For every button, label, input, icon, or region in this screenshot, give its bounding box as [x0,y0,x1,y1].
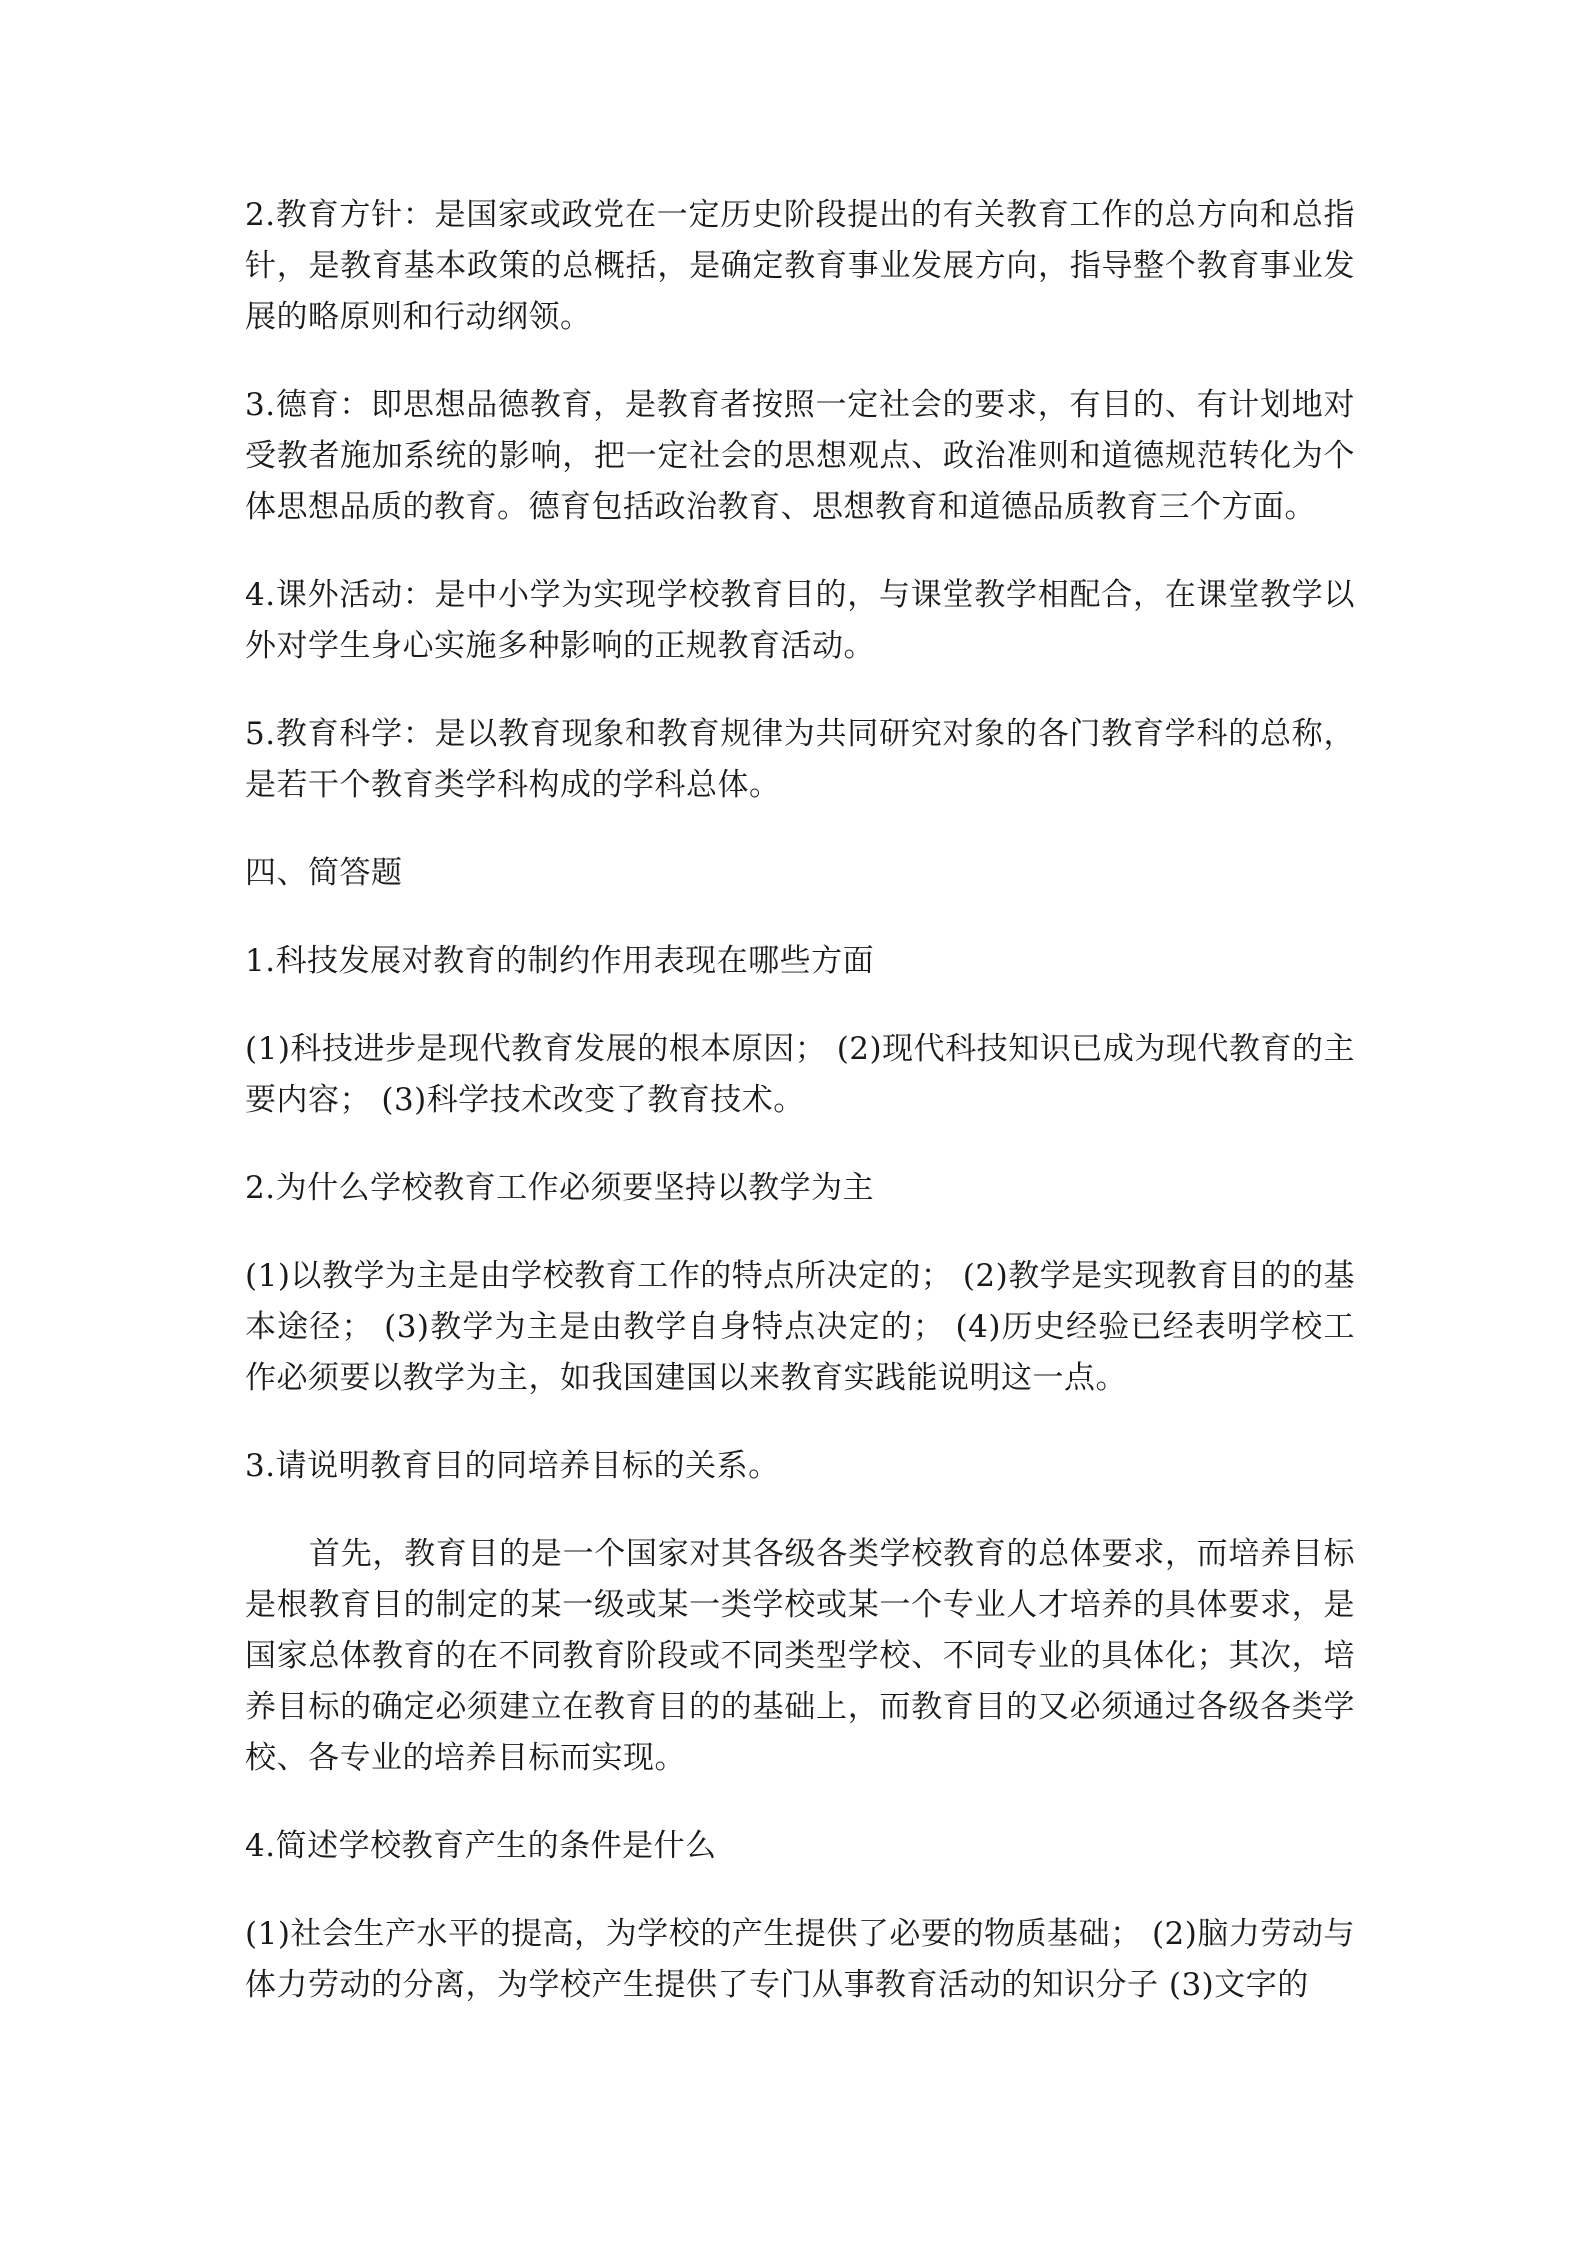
section-heading-short-answer: 四、简答题 [245,855,403,891]
question-2-answer: (1)以教学为主是由学校教育工作的特点所决定的； (2)教学是实现教育目的的基本途径； (3)教学为主是由教学自身特点决定的； (4)历史经验已经表明学校工作必须要以教学为主，如我国建国以来教育实践能说明这一点。 [245,1258,1355,1396]
question-1-answer: (1)科技进步是现代教育发展的根本原因； (2)现代科技知识已成为现代教育的主要内容； (3)科学技术改变了教育技术。 [245,1031,1355,1118]
question-1-title: 1.科技发展对教育的制约作用表现在哪些方面 [245,943,875,979]
question-3-answer: 首先，教育目的是一个国家对其各级各类学校教育的总体要求，而培养目标是根教育目的制定的某一级或某一类学校或某一个专业人才培养的具体要求，是国家总体教育的在不同教育阶段或不同类型学校、不同专业的具体化；其次，培养目标的确定必须建立在教育目的的基础上，而教育目的又必须通过各级各类学校、各专业的培养目标而实现。 [245,1536,1355,1776]
definition-education-science: 5.教育科学：是以教育现象和教育规律为共同研究对象的各门教育学科的总称，是若干个教育类学科构成的学科总体。 [245,716,1355,803]
definition-extracurricular-activities: 4.课外活动：是中小学为实现学校教育目的，与课堂教学相配合，在课堂教学以外对学生身心实施多种影响的正规教育活动。 [245,577,1355,664]
question-3-title: 3.请说明教育目的同培养目标的关系。 [245,1448,780,1484]
question-4-answer: (1)社会生产水平的提高，为学校的产生提供了必要的物质基础； (2)脑力劳动与体力劳动的分离，为学校产生提供了专门从事教育活动的知识分子 (3)文字的 [245,1916,1355,2003]
document-page [245,190,1355,2048]
definition-education-policy: 2.教育方针：是国家或政党在一定历史阶段提出的有关教育工作的总方向和总指针，是教育基本政策的总概括，是确定教育事业发展方向，指导整个教育事业发展的略原则和行动纲领。 [245,197,1355,335]
definition-moral-education: 3.德育：即思想品德教育，是教育者按照一定社会的要求，有目的、有计划地对受教者施加系统的影响，把一定社会的思想观点、政治准则和道德规范转化为个体思想品质的教育。德育包括政治教育、思想教育和道德品质教育三个方面。 [245,387,1355,525]
question-4-title: 4.简述学校教育产生的条件是什么 [245,1828,717,1864]
question-2-title: 2.为什么学校教育工作必须要坚持以教学为主 [245,1170,875,1206]
